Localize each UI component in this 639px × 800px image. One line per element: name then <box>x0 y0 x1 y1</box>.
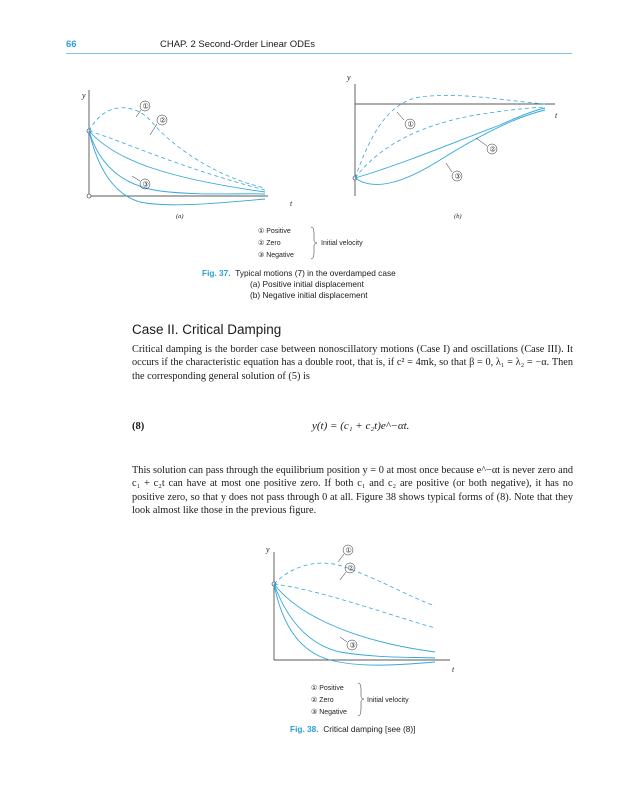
y-axis-label: y <box>82 91 86 100</box>
header-rule <box>66 53 572 54</box>
curve-3a <box>89 131 265 192</box>
legend-group-label: Initial velocity <box>367 697 409 704</box>
caption-title: Typical motions (7) in the overdamped case <box>235 268 396 278</box>
caption-line-b: (b) Negative initial displacement <box>250 290 368 300</box>
legend-group-label: Initial velocity <box>321 240 363 247</box>
curve-3b <box>274 584 435 658</box>
curve-3c <box>89 131 265 205</box>
paragraph-1: Critical damping is the border case between nonoscillatory motions (Case I) and oscillations (Case III). It occurs if the characteristic equation has a double root, that is, if c² = 4mk, so that β = 0, λ₁ = λ₂ = −α. Then the corresponding general solution of (5) is <box>132 344 573 382</box>
page-number: 66 <box>66 39 77 50</box>
equation-number: (8) <box>132 421 145 432</box>
section-title: Case II. Critical Damping <box>132 322 282 337</box>
curve-3a <box>274 584 435 652</box>
curve-label-2: ② <box>347 565 354 573</box>
curve-label-2: ② <box>489 146 496 154</box>
running-head: CHAP. 2 Second-Order Linear ODEs <box>160 39 316 50</box>
figure-37-caption <box>202 268 396 279</box>
curve-label-1: ① <box>345 547 352 555</box>
t-axis-label: t <box>290 199 293 208</box>
legend-item-negative: ③ Negative <box>258 252 294 259</box>
legend-item-zero: ② Zero <box>311 697 334 704</box>
equation: y(t) = (c₁ + c₂t)e^−αt. <box>312 420 410 432</box>
curve-2-dashed <box>355 107 545 178</box>
curve-3c <box>274 584 435 665</box>
curve-1-dashed <box>355 95 545 178</box>
curve-2-dashed <box>89 131 265 190</box>
curve-label-3: ③ <box>349 642 356 650</box>
t-axis-label: t <box>555 111 558 120</box>
caption-line-a: (a) Positive initial displacement <box>250 279 364 289</box>
curve-label-1: ① <box>142 103 149 111</box>
curve-2-dashed <box>274 584 435 628</box>
legend-item-negative: ③ Negative <box>311 709 347 716</box>
figure-number: Fig. 37. <box>202 268 231 278</box>
y-axis-label: y <box>347 73 351 82</box>
curve-label-1: ① <box>407 121 414 129</box>
curve-label-3: ③ <box>454 173 461 181</box>
panel-a-label: (a) <box>176 213 184 220</box>
curve-1-dashed <box>274 563 435 606</box>
figure-38-caption <box>290 724 415 735</box>
figure-number: Fig. 38. <box>290 724 319 734</box>
curve-label-3: ③ <box>142 181 149 189</box>
curve-label-2: ② <box>159 117 166 125</box>
curve-3b <box>89 131 265 194</box>
y-axis-label: y <box>266 545 270 554</box>
panel-b-label: (b) <box>454 213 462 220</box>
legend-item-positive: ① Positive <box>311 685 344 692</box>
curve-3a <box>355 108 545 178</box>
t-axis-label: t <box>452 665 455 674</box>
curve-1-dashed <box>89 108 265 188</box>
legend-item-positive: ① Positive <box>258 228 291 235</box>
curve-3b <box>355 110 545 184</box>
caption-title: Critical damping [see (8)] <box>323 724 416 734</box>
legend-item-zero: ② Zero <box>258 240 281 247</box>
paragraph-2: This solution can pass through the equilibrium position y = 0 at most once because e^−αt is never zero and c₁ + c₂t can have at most one positive zero. If both c₁ and c₂ are positive (or both negative), it has no positive zero, so that y does not pass through 0 at all. Figure 38 shows typical forms of (8). Note that they look almost like those in the previous figure. <box>132 465 573 517</box>
